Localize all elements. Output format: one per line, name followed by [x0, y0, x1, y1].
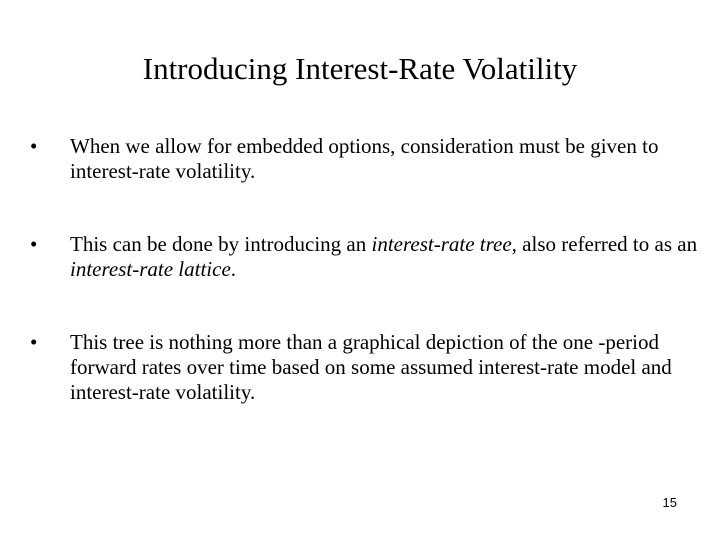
bullet-marker: •: [30, 134, 38, 158]
emphasized-term: interest-rate lattice: [70, 257, 231, 281]
bullet-text: [70, 134, 700, 184]
emphasized-term: interest-rate tree: [371, 232, 512, 256]
bullet-marker: •: [30, 330, 38, 354]
bullet-text: [70, 232, 700, 282]
bullet-text: [70, 330, 700, 405]
bullet-text-segment: .: [230, 257, 237, 281]
bullet-text-segment: This tree is nothing more than a graphical depiction of the one -period forward rates over time based on some assumed interest-rate model and interest-rate volatility.: [70, 330, 672, 404]
bullet-text-segment: When we allow for embedded options, consideration must be given to interest-rate volatility.: [70, 134, 659, 183]
page-number: 15: [662, 495, 677, 510]
bullet-marker: •: [30, 232, 38, 256]
bullet-text-segment: , also referred to as an: [511, 232, 698, 256]
slide-title: Introducing Interest-Rate Volatility: [142, 51, 578, 86]
bullet-text-segment: This can be done by introducing an: [70, 232, 372, 256]
